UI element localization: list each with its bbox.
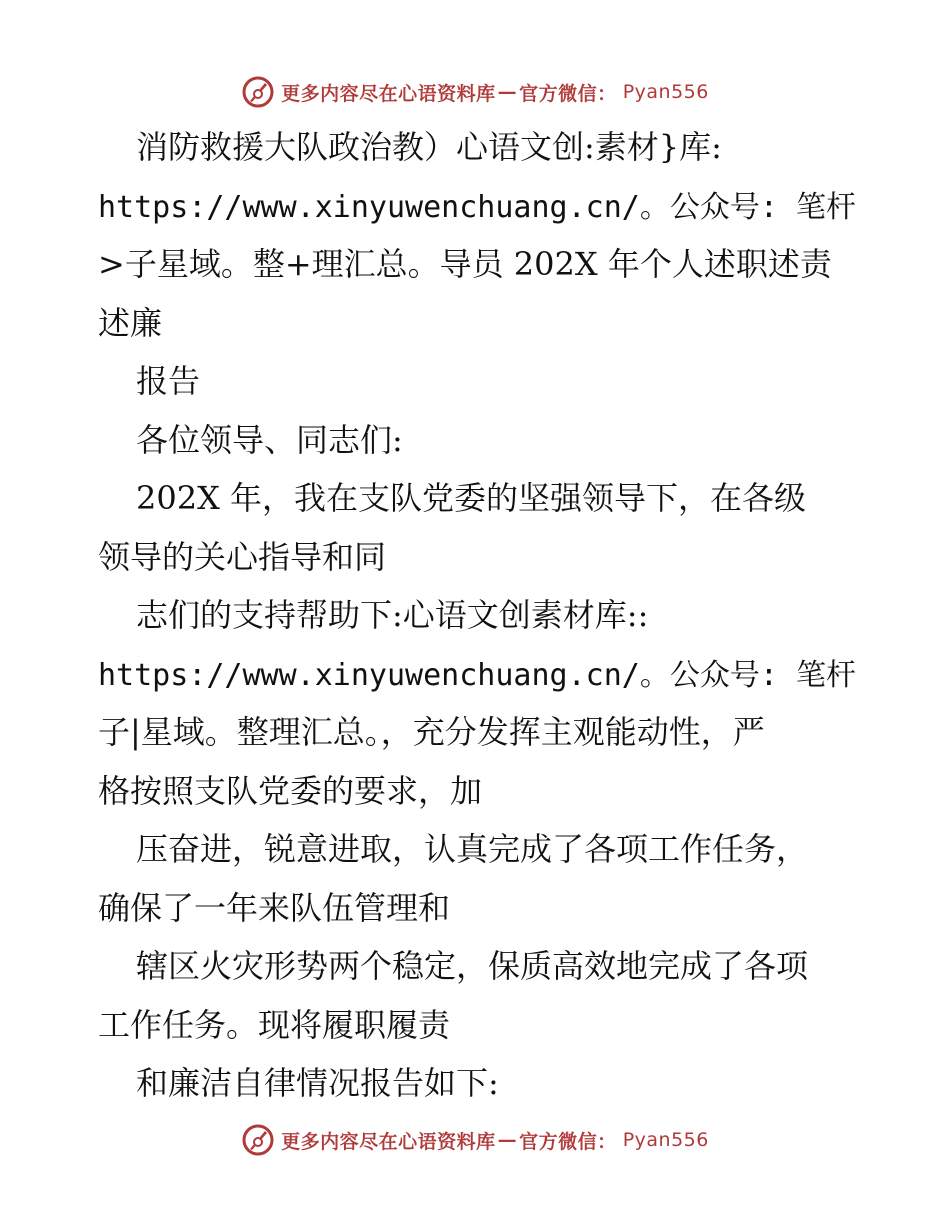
quill-logo-icon: [241, 75, 275, 109]
header-banner: [0, 70, 950, 114]
text-line: 志们的支持帮助下:心语文创素材库::: [136, 596, 649, 634]
quill-logo-icon: [241, 1123, 275, 1157]
text-line: 和廉洁自律情况报告如下:: [136, 1064, 499, 1102]
text-line: 格按照支队党委的要求，加: [98, 771, 483, 810]
banner-separator: —: [497, 81, 518, 103]
report-heading: 报告: [136, 362, 201, 400]
text-line: 辖区火灾形势两个稳定，保质高效地完成了各项: [136, 947, 809, 985]
salutation: 各位领导、同志们:: [136, 420, 403, 459]
document-body: [98, 118, 858, 1113]
text-line: 确保了一年来队伍管理和: [98, 888, 451, 927]
url-line: [98, 645, 858, 704]
banner-text: 更多内容尽在心语资料库: [281, 82, 496, 105]
footer-banner: [0, 1118, 950, 1162]
text-line: >子星域。整+理汇总。导员 202X 年个人述职述责: [98, 245, 832, 283]
text-line: 领导的关心指导和同: [98, 537, 387, 576]
banner-account: Pyan556: [622, 1129, 709, 1151]
url-line: [98, 177, 858, 236]
banner-label: 官方微信：: [519, 82, 617, 105]
text-line: 消防救援大队政治教）心语文创:素材}库:: [136, 128, 722, 166]
banner-label: 官方微信：: [519, 1130, 617, 1153]
text-line: 压奋进，锐意进取，认真完成了各项工作任务，: [136, 830, 809, 868]
text-line: https://www.xinyuwenchuang.cn/。公众号: 笔杆: [98, 189, 856, 225]
banner-separator: —: [497, 1129, 518, 1151]
text-line: 202X 年，我在支队党委的坚强领导下，在各级: [136, 479, 807, 517]
banner-text: 更多内容尽在心语资料库: [281, 1130, 496, 1153]
banner-account: Pyan556: [622, 81, 709, 103]
text-line: 工作任务。现将履职履责: [98, 1005, 451, 1044]
text-line: 子|星域。整理汇总。，充分发挥主观能动性，严: [98, 713, 765, 751]
text-line: https://www.xinyuwenchuang.cn/。公众号: 笔杆: [98, 657, 856, 693]
text-line: 述廉: [98, 303, 163, 342]
